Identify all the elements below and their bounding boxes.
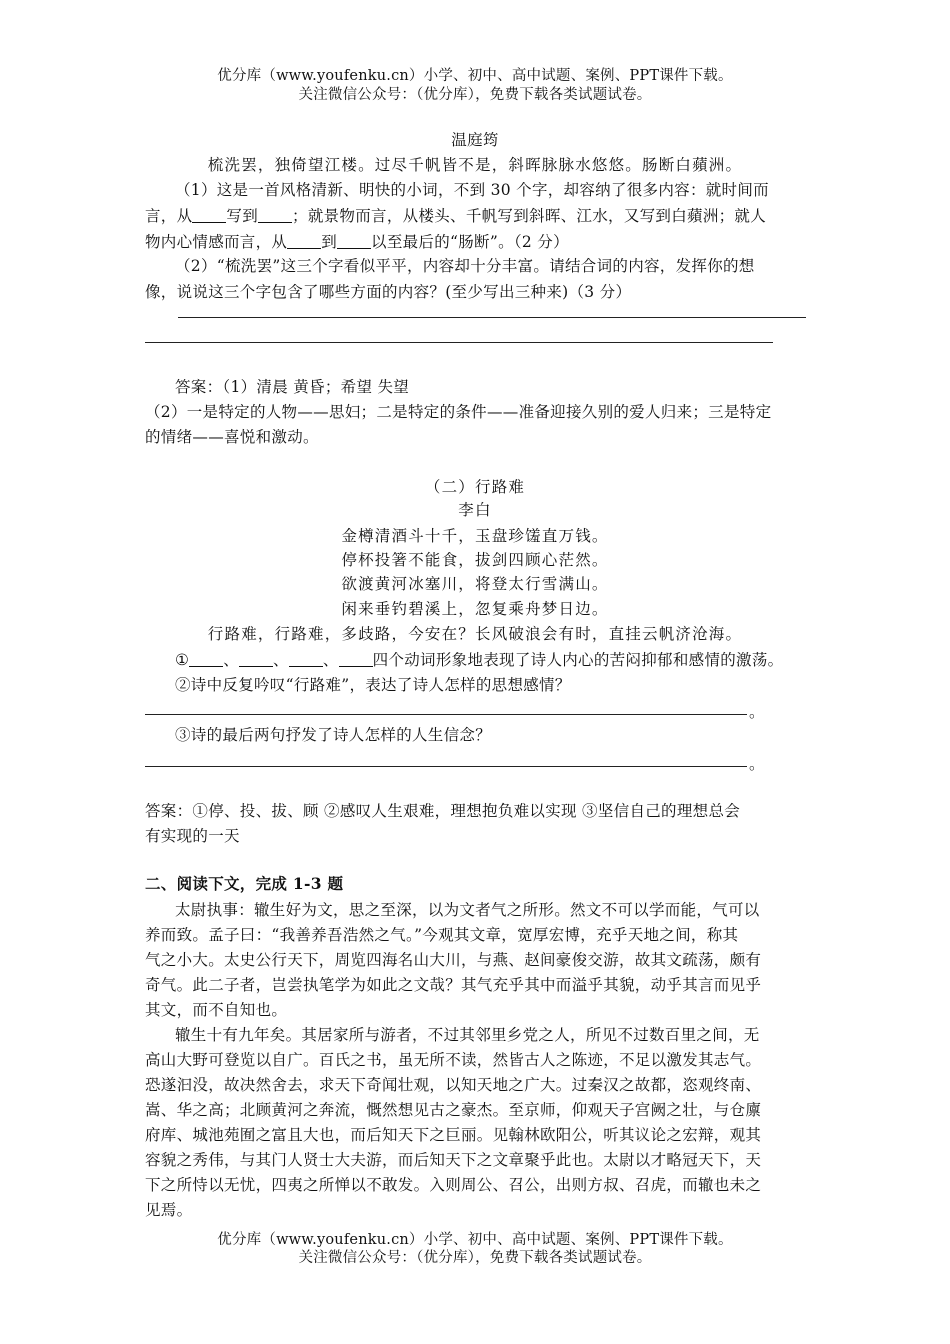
poem2-answer-line2: 有实现的一天 [145, 827, 240, 845]
answer-blank [337, 234, 371, 249]
poem1-answer-line2: （2）一是特定的人物——思妇；二是特定的条件——准备迎接久别的爱人归来；三是特定 [145, 403, 772, 421]
separator: 、 [273, 651, 289, 669]
q1-tail: 四个动词形象地表现了诗人内心的苦闷抑郁和感情的激荡。 [372, 651, 784, 669]
answer-line [145, 342, 773, 343]
footer-line-1: 优分库（www.youfenku.cn）小学、初中、高中试题、案例、PPT课件下载。 [217, 1232, 733, 1248]
poem2-q1 [175, 650, 783, 670]
footer-line-2: 关注微信公众号：（优分库），免费下载各类试题试卷。 [298, 1250, 652, 1266]
circled-number-1: ① [175, 651, 190, 669]
poem2-line-2: 停杯投箸不能食，拔剑四顾心茫然。 [341, 551, 609, 569]
separator: 、 [223, 651, 240, 669]
poem2-title: （二）行路难 [424, 478, 526, 496]
passage-line-8: 恐遂汩没，故决然舍去，求天下奇闻壮观，以知天地之广大。过秦汉之故都，恣观终南、 [145, 1076, 762, 1094]
poem1-answer-line3: 的情绪——喜悦和激动。 [145, 428, 319, 446]
q1-l2-a: 言，从 [145, 207, 193, 225]
answer-blank [192, 208, 226, 223]
answer-line [178, 317, 806, 318]
q1-l3-a: 物内心情感而言，从 [145, 233, 288, 251]
poem2-author: 李白 [458, 501, 492, 519]
answer-blank [239, 652, 273, 667]
answer-blank [258, 208, 292, 223]
passage-line-9: 嵩、华之高；北顾黄河之奔流，慨然想见古之豪杰。至京师，仰观天子宫阙之壮，与仓廪 [145, 1101, 762, 1119]
poem1-text: 梳洗罢，独倚望江楼。过尽千帆皆不是，斜晖脉脉水悠悠。肠断白蘋洲。 [207, 156, 743, 174]
q1-l3-b: 到 [321, 233, 338, 251]
poem1-q2-line2: 像，说说这三个字包含了哪些方面的内容？(至少写出三种来)（3 分） [145, 283, 632, 301]
passage-line-13: 见焉。 [145, 1201, 193, 1219]
period: 。 [749, 755, 765, 773]
passage-line-7: 高山大野可登览以自广。百氏之书，虽无所不读，然皆古人之陈迹，不足以激发其志气。 [145, 1051, 762, 1069]
answer-line [145, 714, 747, 715]
passage-line-5: 其文，而不自知也。 [145, 1001, 288, 1019]
q1-l3-c: 以至最后的“肠断”。（2 分） [371, 233, 569, 251]
answer-line [145, 766, 747, 767]
passage-line-1: 太尉执事：辙生好为文，思之至深，以为文者气之所形。然文不可以学而能，气可以 [175, 901, 760, 919]
passage-line-3: 气之小大。太史公行天下，周览四海名山大川，与燕、赵间豪俊交游，故其文疏荡，颇有 [145, 951, 762, 969]
answer-blank [287, 234, 321, 249]
passage-line-2: 养而致。孟子曰：“我善养吾浩然之气。”今观其文章，宽厚宏博，充乎天地之间，称其 [145, 926, 739, 944]
passage-line-4: 奇气。此二子者，岂尝执笔学为如此之文哉？其气充乎其中而溢乎其貌，动乎其言而见乎 [145, 976, 762, 994]
poem2-line-1: 金樽清酒斗十千，玉盘珍馐直万钱。 [341, 527, 609, 545]
poem2-line-5: 行路难，行路难，多歧路，今安在？长风破浪会有时，直挂云帆济沧海。 [207, 625, 743, 643]
poem1-q1-line1: （1）这是一首风格清新、明快的小词，不到 30 个字，却容纳了很多内容：就时间而 [175, 181, 769, 199]
separator: 、 [322, 651, 339, 669]
q1-l2-b: 写到 [226, 207, 259, 225]
period: 。 [749, 703, 765, 721]
poem2-answer-line1: 答案：①停、投、拔、顾 ②感叹人生艰难，理想抱负难以实现 ③坚信自己的理想总会 [145, 802, 741, 820]
poem1-author: 温庭筠 [451, 131, 499, 149]
poem2-q2: ②诗中反复吟叹“行路难”，表达了诗人怎样的思想感情？ [175, 676, 571, 694]
poem2-line-4: 闲来垂钓碧溪上，忽复乘舟梦日边。 [341, 600, 609, 618]
header-line-2: 关注微信公众号：（优分库），免费下载各类试题试卷。 [298, 87, 652, 103]
poem2-q3: ③诗的最后两句抒发了诗人怎样的人生信念？ [175, 726, 492, 744]
answer-blank [339, 652, 373, 667]
poem1-q1-line3 [145, 232, 569, 252]
passage-line-11: 容貌之秀伟，与其门人贤士大夫游，而后知天下之文章聚乎此也。太尉以才略冠天下，天 [145, 1151, 762, 1169]
q1-l2-c: ；就景物而言，从楼头、千帆写到斜晖、江水，又写到白蘋洲；就人 [292, 207, 767, 225]
passage-line-6: 辙生十有九年矣。其居家所与游者，不过其邻里乡党之人，所见不过数百里之间，无 [175, 1026, 760, 1044]
poem1-answer-line1: 答案：（1）清晨 黄昏；希望 失望 [175, 378, 410, 396]
poem1-q1-line2 [145, 206, 766, 226]
answer-blank [189, 652, 223, 667]
section2-heading: 二、阅读下文，完成 1-3 题 [145, 874, 344, 893]
passage-line-10: 府库、城池苑囿之富且大也，而后知天下之巨丽。见翰林欧阳公，听其议论之宏辩，观其 [145, 1126, 762, 1144]
header-line-1: 优分库（www.youfenku.cn）小学、初中、高中试题、案例、PPT课件下载。 [217, 68, 733, 84]
poem2-line-3: 欲渡黄河冰塞川，将登太行雪满山。 [341, 575, 609, 593]
poem1-q2-line1: （2）“梳洗罢”这三个字看似平平，内容却十分丰富。请结合词的内容，发挥你的想 [175, 257, 755, 275]
answer-blank [289, 652, 323, 667]
passage-line-12: 下之所恃以无忧，四夷之所惮以不敢发。入则周公、召公，出则方叔、召虎，而辙也未之 [145, 1176, 762, 1194]
